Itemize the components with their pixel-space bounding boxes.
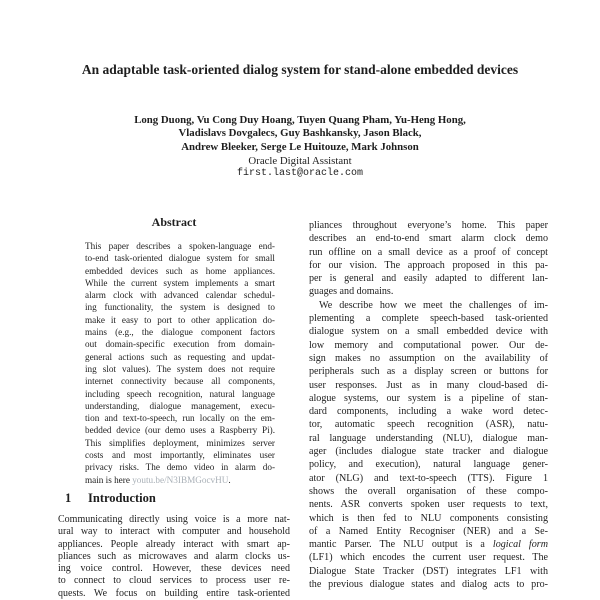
text-segment: internet connectivity because all components, (85, 376, 275, 387)
text-line (309, 551, 548, 564)
text-line (309, 578, 548, 591)
text-segment: of a Named Entity Recogniser (NER) and a Se- (309, 525, 548, 537)
text-segment: nents. ASR converts spoken user requests to text, (309, 499, 548, 511)
text-line (85, 400, 275, 412)
text-line (85, 461, 275, 473)
text-line (309, 525, 548, 538)
text-segment: describes an end-to-end smart alarm clock demo (309, 233, 548, 245)
text-segment: mains (e.g., the dialogue component factors (85, 327, 275, 338)
author-block (0, 114, 600, 154)
text-line (309, 379, 548, 392)
text-segment: alogue systems, our system is a pipeline of stan- (309, 392, 548, 404)
text-line (309, 418, 548, 431)
text-line (309, 352, 548, 365)
text-segment: shows the overall organisation of these compo- (309, 485, 548, 497)
text-line (309, 405, 548, 418)
text-line (85, 326, 275, 338)
author-line-1: Long Duong, Vu Cong Duy Hoang, Tuyen Quang Pham, Yu-Heng Hong, (134, 114, 466, 126)
author-line-2: Vladislavs Dovgalecs, Guy Bashkansky, Jason Black, (178, 127, 422, 140)
text-segment: understanding, dialogue management, execu- (85, 400, 275, 411)
text-line (58, 563, 290, 575)
text-segment: to-end task-oriented dialogue system for small (85, 253, 275, 264)
text-segment: ing voice control. However, these devices need (58, 563, 290, 575)
text-segment: low memory and computational power. Our de- (309, 339, 548, 351)
text-line (309, 285, 548, 298)
text-line (85, 424, 275, 436)
video-link[interactable]: youtu.be/N3IBMGocvHU (132, 474, 229, 485)
text-segment: general actions such as requesting and updat- (85, 351, 275, 362)
text-segment: ing slot values). The system does not require (85, 363, 275, 374)
abstract-body (85, 240, 275, 486)
text-segment: main is here (85, 474, 133, 485)
text-line (58, 588, 290, 600)
text-line (85, 363, 275, 375)
text-segment: out domain-specific execution from domain- (85, 339, 275, 350)
text-segment: make it easy to port to other application do- (85, 314, 275, 325)
paper-title: An adaptable task-oriented dialog system for stand-alone embedded devices (81, 62, 519, 77)
text-line (85, 240, 275, 252)
text-line (309, 565, 548, 578)
text-line (85, 351, 275, 363)
text-segment: embedded devices such as home appliances. (85, 265, 275, 276)
text-segment: ager (includes dialogue state tracker and dialogue (309, 446, 548, 458)
text-line (309, 498, 548, 511)
text-line (85, 449, 275, 461)
text-line (309, 246, 548, 259)
text-line (309, 392, 548, 405)
text-segment: policy, and execution), natural language gener- (309, 459, 548, 471)
text-line (85, 474, 275, 486)
text-line (85, 301, 275, 313)
text-segment: dialogue system on a small embedded device with (309, 326, 548, 338)
text-line (58, 551, 290, 563)
text-line (309, 365, 548, 378)
text-segment: plementing a complete speech-based task-oriented (309, 313, 548, 325)
affiliation: Oracle Digital Assistant (248, 155, 352, 167)
text-line (85, 338, 275, 350)
text-segment: run offline on a small device as a proof of concept (309, 246, 548, 258)
text-segment: Dialogue State Tracker (DST) integrates LF1 with (309, 565, 548, 577)
section-heading-introduction (58, 491, 290, 506)
text-segment: While the current system implements a smart (85, 277, 275, 288)
section-title: Introduction (88, 491, 156, 505)
text-segment: peripherals such as a display screen or buttons for (309, 366, 548, 378)
text-line (309, 219, 548, 232)
text-line (309, 538, 548, 551)
text-line (85, 289, 275, 301)
text-segment: (LF1) which encodes the current user request. The (309, 552, 548, 564)
text-line (85, 375, 275, 387)
text-segment: appliances. People already interact with smart ap- (58, 538, 290, 550)
text-line (309, 325, 548, 338)
text-segment: dard components, including a wake word detec- (309, 406, 548, 418)
text-segment: We describe how we meet the challenges of im- (319, 299, 548, 311)
text-line (58, 575, 290, 587)
text-segment: mantic Parser. The NLU output is a (309, 539, 493, 551)
text-segment: guages and domains. (309, 286, 394, 298)
text-line (309, 458, 548, 471)
abstract-heading: Abstract (151, 215, 197, 229)
text-line (85, 265, 275, 277)
text-segment: pliances such as microwaves and alarm clocks us- (58, 550, 290, 562)
text-line (309, 472, 548, 485)
text-line (309, 299, 548, 312)
text-line (85, 412, 275, 424)
text-segment: bedded device (our demo uses a Raspberry Pi). (85, 425, 275, 436)
text-segment: ral language understanding (NLU), dialogue man- (309, 432, 548, 444)
text-line (309, 485, 548, 498)
text-segment: the previous dialogue states and dialog acts to pro- (309, 579, 548, 591)
text-segment: . (228, 474, 231, 485)
text-line (85, 437, 275, 449)
text-segment: to connect to cloud services to process user re- (58, 575, 290, 587)
text-line (85, 252, 275, 264)
text-segment: user responses. Just as in many cloud-based di- (309, 379, 548, 391)
text-line (309, 259, 548, 272)
introduction-left-column (58, 514, 290, 600)
text-line (85, 277, 275, 289)
text-segment: which is then fed to NLU components consisting (309, 512, 548, 524)
text-line (309, 512, 548, 525)
text-segment: ural way to interact with computer and household (58, 526, 290, 538)
text-line (309, 445, 548, 458)
text-segment: including speech recognition, natural language (85, 388, 275, 399)
text-line (58, 514, 290, 526)
text-segment: for our vision. The approach proposed in this pa- (309, 259, 548, 271)
text-segment: This paper describes a spoken-language end- (85, 241, 275, 251)
text-segment: Communicating directly using voice is a more nat- (58, 514, 290, 525)
text-segment: privacy risks. The demo video in alarm do- (85, 462, 275, 473)
text-segment: ing functionality, the system is designed to (85, 302, 275, 313)
text-segment: ator (NLG) and text-to-speech (TTS). Figure 1 (309, 472, 548, 484)
text-segment: pliances throughout everyone’s home. This paper (309, 220, 548, 231)
text-segment: per is general and easily adapted to different lan- (309, 273, 548, 285)
author-line-3: Andrew Bleeker, Serge Le Huitouze, Mark Johnson (181, 140, 419, 153)
text-line (309, 432, 548, 445)
text-line (309, 272, 548, 285)
text-line (58, 526, 290, 538)
right-column (309, 219, 548, 591)
text-line (85, 388, 275, 400)
text-segment: tor, automatic speech recognition (ASR), natu- (309, 419, 548, 431)
text-line (309, 232, 548, 245)
text-segment: quests. We focus on building entire task-oriented (58, 587, 290, 599)
contact-email: first.last@oracle.com (236, 167, 364, 179)
text-segment: sign makes no assumption on the availability of (309, 352, 548, 364)
text-segment: alarm clock with advanced calendar schedul- (85, 290, 275, 301)
text-line (85, 314, 275, 326)
text-line (309, 312, 548, 325)
text-line (309, 339, 548, 352)
text-segment: This simplifies deployment, minimizes server (85, 437, 275, 448)
section-number: 1 (65, 491, 72, 505)
text-segment: logical form (492, 539, 548, 551)
text-segment: tion and text-to-speech, run locally on the em- (85, 413, 275, 424)
text-segment: costs and most importantly, eliminates user (85, 450, 275, 461)
text-line (58, 539, 290, 551)
